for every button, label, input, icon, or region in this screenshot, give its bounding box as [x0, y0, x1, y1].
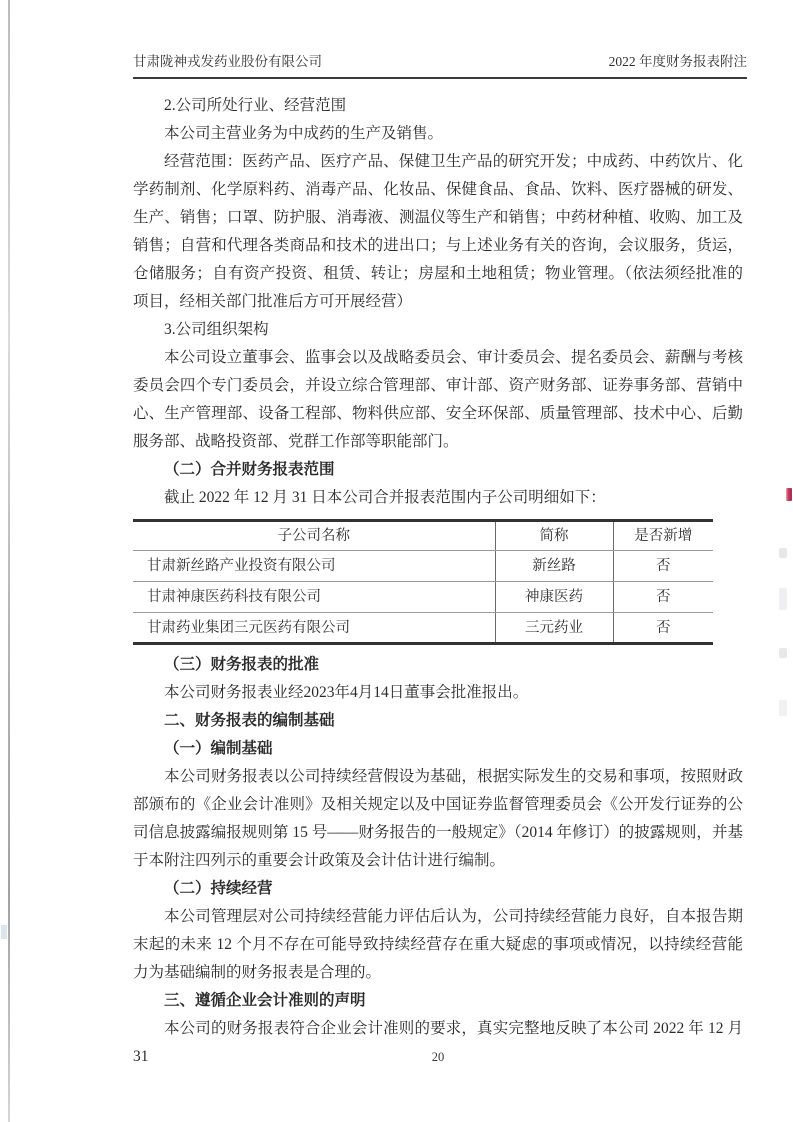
subsidiary-abbr: 新丝路 [495, 551, 613, 582]
heading-preparation-basis-main: 二、财务报表的编制基础 [164, 712, 335, 729]
scan-red-mark-artifact [786, 488, 792, 501]
col-header-subsidiary-name: 子公司名称 [133, 521, 495, 551]
heading-consolidation-scope: （二）合并财务报表范围 [164, 461, 335, 478]
subsidiary-name: 甘肃新丝路产业投资有限公司 [133, 551, 495, 582]
para-consolidation-intro: 截止 2022 年 12 月 31 日本公司合并报表范围内子公司明细如下： [164, 489, 606, 506]
scan-left-edge-artifact [8, 0, 10, 1122]
para-preparation-basis: 本公司财务报表以公司持续经营假设为基础，根据实际发生的交易和事项，按照财政部颁布的《企业会计准则》及相关规定以及中国证券监督管理委员会《公开发行证券的公司信息披露编报规则第 15 号——财务报告的一般规定》（2014 年修订）的披露规则，并基于本附注四列示的重要会计政策及会计估计进行编制。 [133, 768, 743, 869]
subsidiary-is-new: 否 [613, 582, 713, 613]
subsidiary-table-header-row [133, 521, 713, 551]
scan-smudge-artifact [779, 548, 787, 558]
heading-going-concern: （二）持续经营 [164, 880, 273, 897]
header-doc-title: 2022 年度财务报表附注 [608, 54, 747, 69]
page-number: 20 [431, 1050, 445, 1064]
subsidiary-is-new: 否 [613, 613, 713, 644]
para-compliance-statement: 本公司的财务报表符合企业会计准则的要求，真实完整地反映了本公司 2022 年 12 月 31 [133, 1020, 743, 1065]
table-row [133, 582, 713, 613]
document-body [133, 92, 743, 1071]
subsidiary-abbr: 三元药业 [495, 613, 613, 644]
header-company-name: 甘肃陇神戎发药业股份有限公司 [133, 54, 322, 69]
page-footer [133, 1050, 743, 1065]
page-header [133, 50, 747, 79]
col-header-abbreviation: 简称 [495, 521, 613, 551]
table-row [133, 551, 713, 582]
heading-industry-scope: 2.公司所处行业、经营范围 [164, 97, 347, 114]
subsidiary-abbr: 神康医药 [495, 582, 613, 613]
subsidiary-name: 甘肃神康医药科技有限公司 [133, 582, 495, 613]
subsidiary-is-new: 否 [613, 551, 713, 582]
table-row [133, 613, 713, 644]
scan-smudge-artifact [779, 700, 787, 716]
heading-org-structure: 3.公司组织架构 [164, 321, 269, 338]
para-going-concern: 本公司管理层对公司持续经营能力评估后认为，公司持续经营能力良好，自本报告期末起的未来 12 个月不存在可能导致持续经营存在重大疑虑的事项或情况，以持续经营能力为基础编制的财务报表是合理的。 [133, 908, 743, 981]
para-main-business: 本公司主营业务为中成药的生产及销售。 [164, 125, 444, 142]
scan-smudge-artifact [779, 588, 787, 610]
scan-smudge-artifact [779, 648, 787, 658]
heading-statements-approval: （三）财务报表的批准 [164, 656, 320, 673]
scan-blue-dash-artifact [1, 925, 7, 939]
heading-preparation-basis-sub: （一）编制基础 [164, 740, 273, 757]
para-statements-approval: 本公司财务报表业经2023年4月14日董事会批准报出。 [164, 684, 529, 701]
subsidiary-table [133, 519, 713, 645]
col-header-is-new: 是否新增 [613, 521, 713, 551]
subsidiary-name: 甘肃药业集团三元医药有限公司 [133, 613, 495, 644]
para-org-structure: 本公司设立董事会、监事会以及战略委员会、审计委员会、提名委员会、薪酬与考核委员会四个专门委员会，并设立综合管理部、审计部、资产财务部、证券事务部、营销中心、生产管理部、设备工程部、物料供应部、安全环保部、质量管理部、技术中心、后勤服务部、战略投资部、党群工作部等职能部门。 [133, 349, 743, 450]
para-business-scope: 经营范围：医药产品、医疗产品、保健卫生产品的研究开发；中成药、中药饮片、化学药制剂、化学原料药、消毒产品、化妆品、保健食品、食品、饮料、医疗器械的研发、生产、销售；口罩、防护服、消毒液、测温仪等生产和销售；中药材种植、收购、加工及销售；自营和代理各类商品和技术的进出口；与上述业务有关的咨询，会议服务，货运，仓储服务；自有资产投资、租赁、转让；房屋和土地租赁；物业管理。（依法须经批准的项目，经相关部门批准后方可开展经营） [133, 153, 743, 310]
heading-compliance-statement: 三、遵循企业会计准则的声明 [164, 992, 366, 1009]
